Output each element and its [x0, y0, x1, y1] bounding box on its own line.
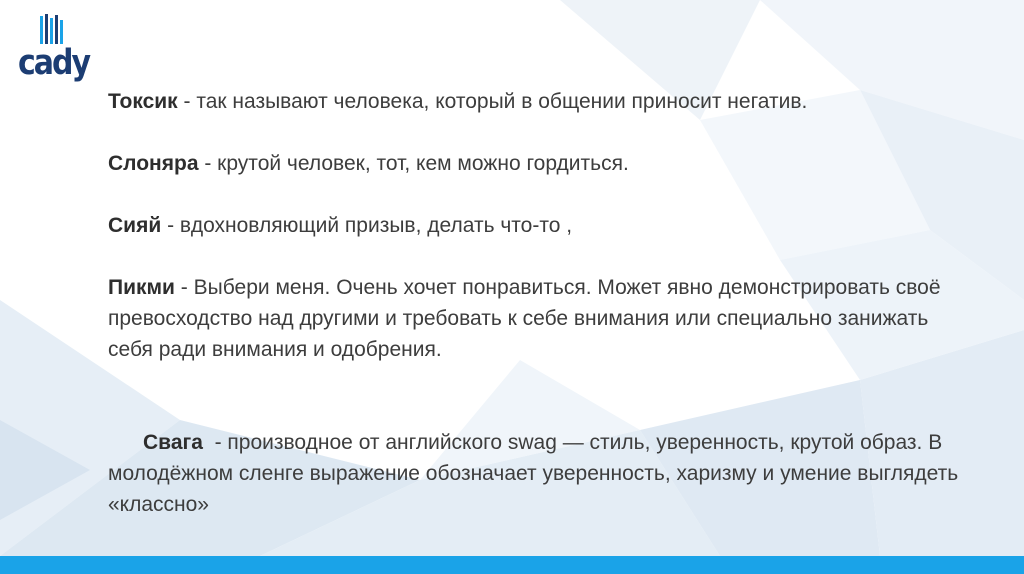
logo-text: cady [18, 42, 90, 84]
glossary-entry [108, 210, 968, 241]
entry-definition: - вдохновляющий призыв, делать что-то , [161, 214, 573, 237]
entry-term: Пикми [108, 276, 175, 299]
footer-accent-bar [0, 556, 1024, 574]
glossary-entry [108, 396, 968, 551]
glossary-entry [108, 86, 968, 117]
entry-definition: - Выбери меня. Очень хочет понравиться. Может явно демонстрировать своё превосходство над другими и требовать к себе внимания или специально занижать себя ради внимания и одобрения. [108, 276, 941, 361]
entry-definition: - производное от английского swag — стиль, уверенность, крутой образ. В молодёжном сленге выражение обозначает уверенность, харизму и умение выглядеть «классно» [108, 431, 965, 516]
entry-term: Слоняра [108, 152, 199, 175]
entry-term: Токсик [108, 90, 178, 113]
glossary-entry [108, 272, 968, 365]
glossary-entry [108, 148, 968, 179]
logo [18, 14, 104, 84]
entry-term: Свага [143, 431, 203, 454]
entry-definition: - так называют человека, который в общении приносит негатив. [177, 90, 808, 113]
slang-glossary [108, 86, 968, 574]
entry-term: Сияй [108, 214, 162, 237]
entry-definition: - крутой человек, тот, кем можно гордиться. [198, 152, 629, 175]
